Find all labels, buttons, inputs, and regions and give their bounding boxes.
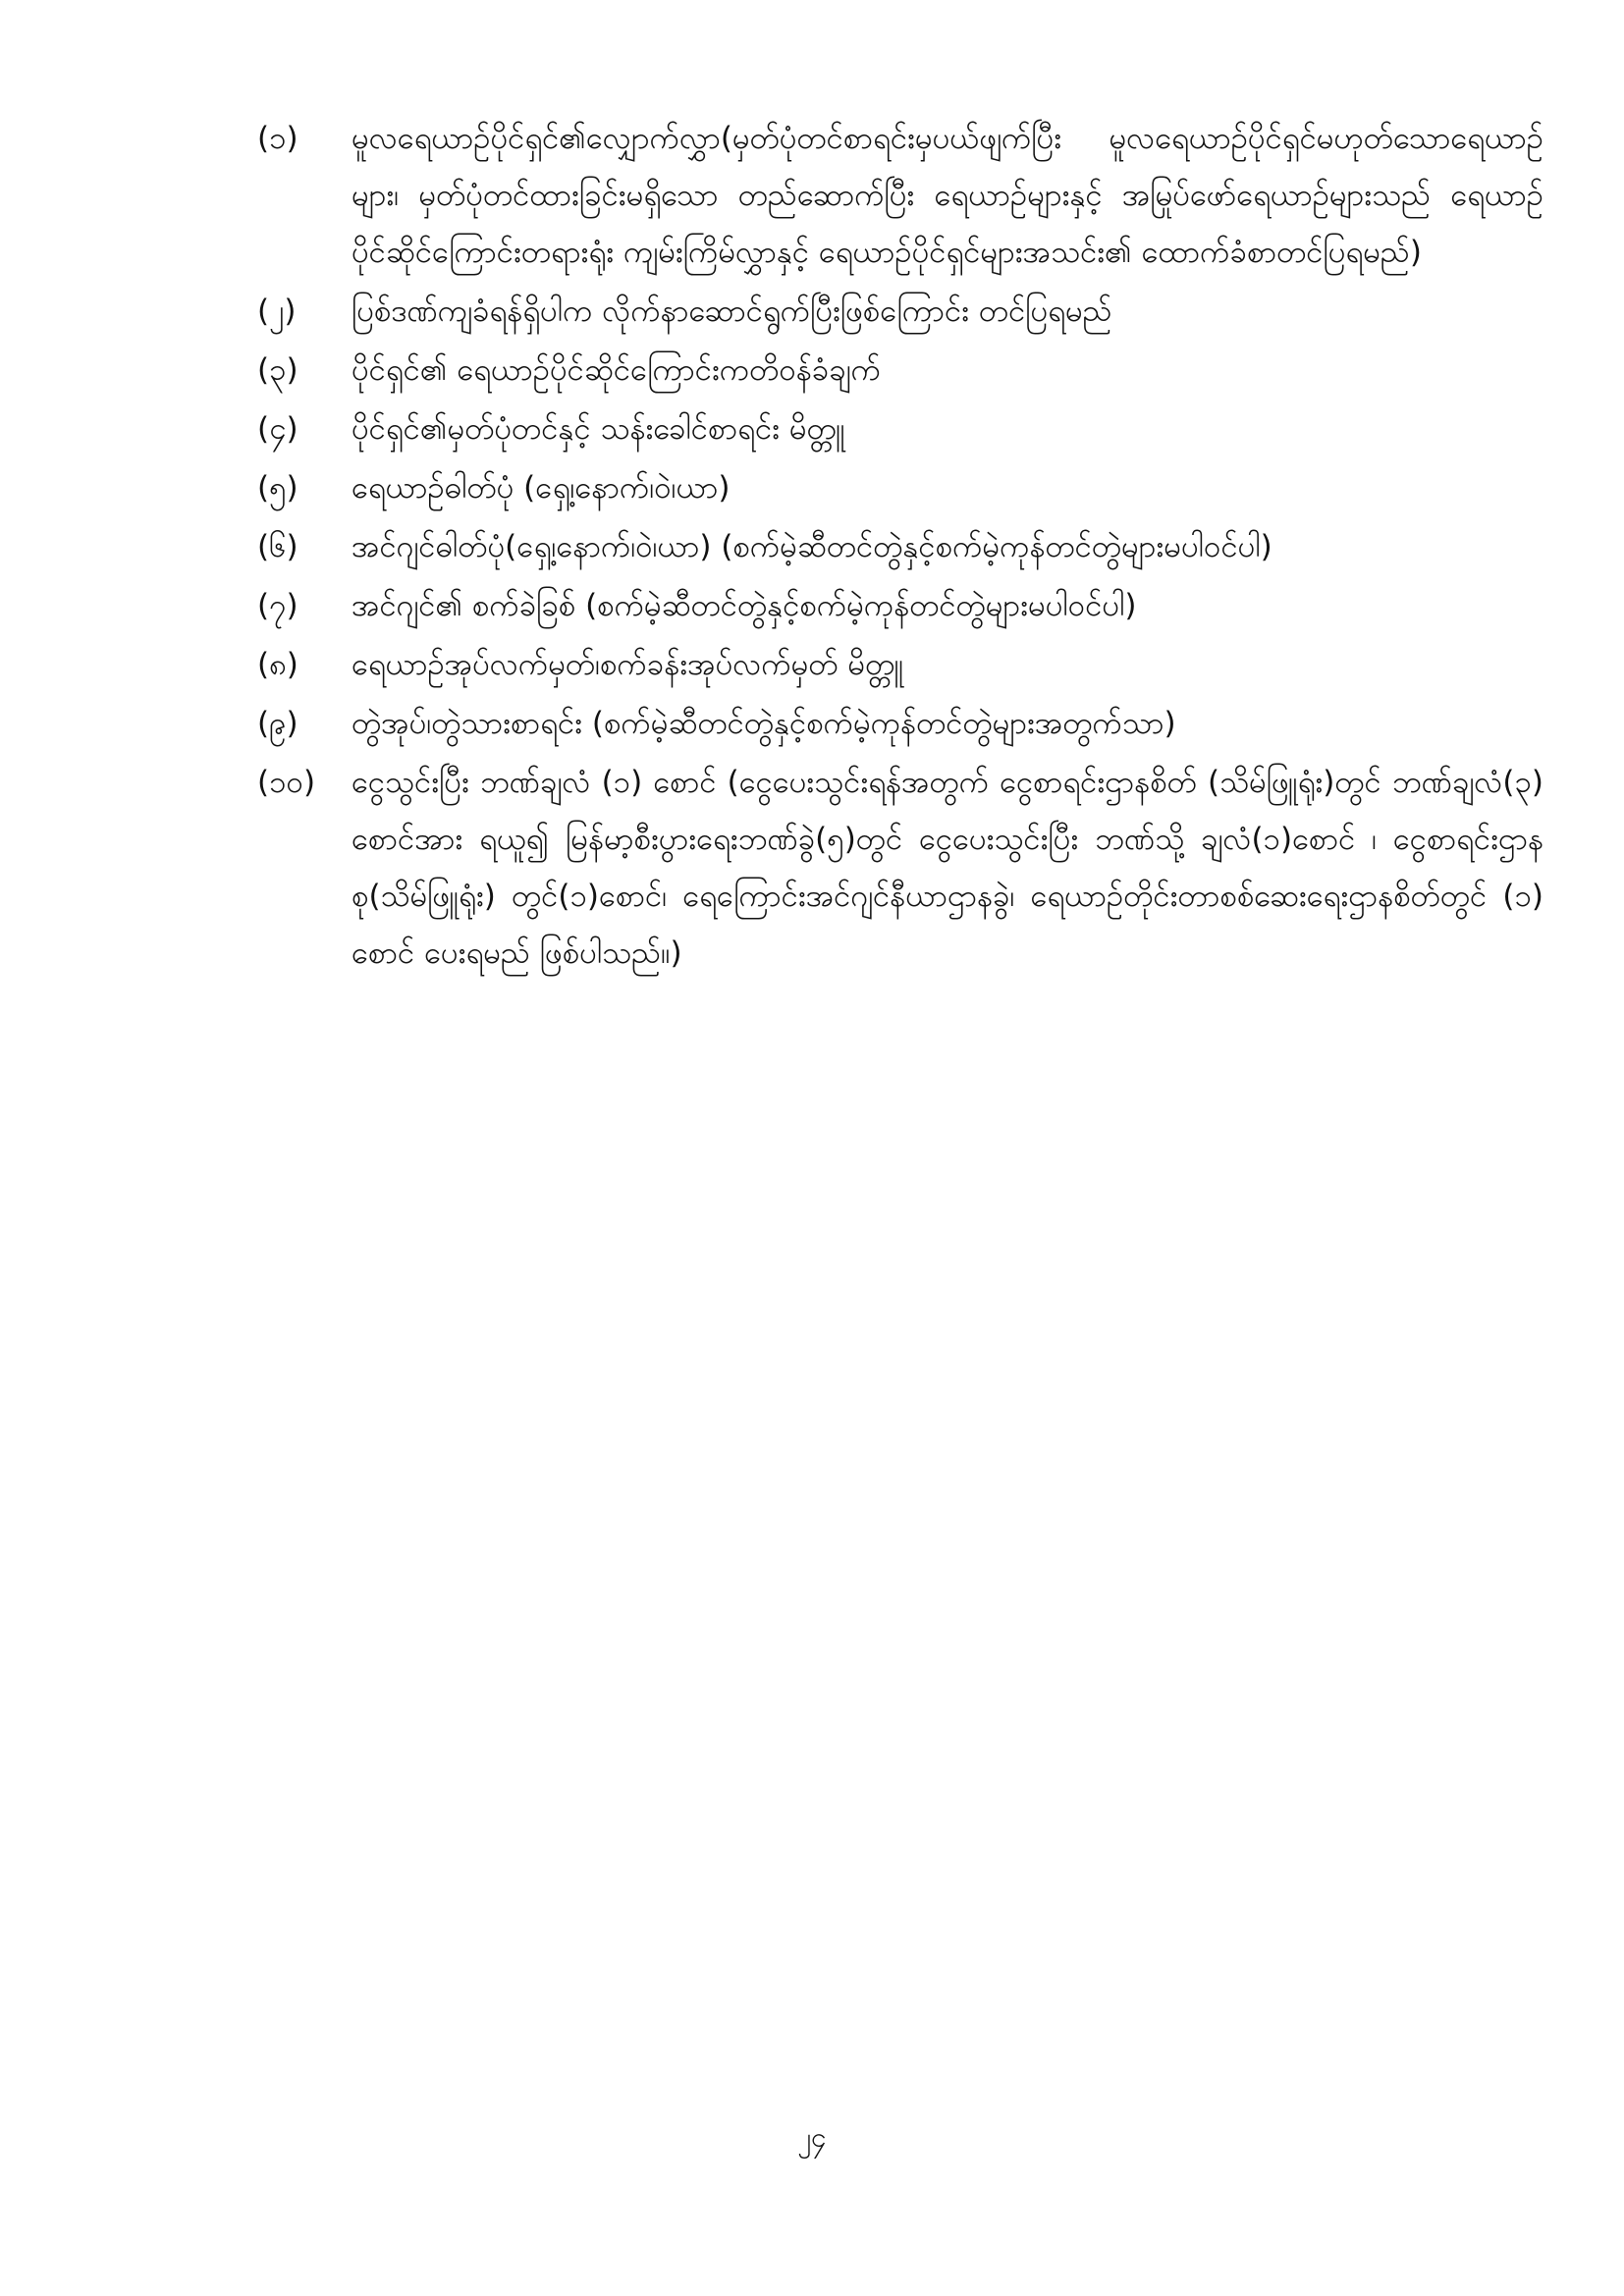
item-text: အင်ဂျင်၏ စက်ခဲခြစ် (စက်မဲ့ဆီတင်တွဲနှင့်စက်မဲ့ကုန်တင်တွဲများမပါဝင်ပါ) (352, 588, 1137, 623)
list-item (257, 283, 1543, 340)
item-number: (၉) (257, 706, 298, 741)
item-text: ပြစ်ဒဏ်ကျခံရန်ရှိပါက လိုက်နာဆောင်ရွက်ပြီးဖြစ်ကြောင်း တင်ပြရမည် (352, 294, 1112, 329)
list-item (257, 577, 1543, 634)
item-number: (၈) (257, 647, 298, 682)
list-item (257, 459, 1543, 516)
item-number: (၅) (257, 470, 298, 506)
item-number: (၇) (257, 588, 298, 623)
list-item (257, 342, 1543, 399)
item-text: တွဲအုပ်၊တွဲသားစာရင်း (စက်မဲ့ဆီတင်တွဲနှင့်စက်မဲ့ကုန်တင်တွဲများအတွက်သာ) (352, 706, 1176, 741)
item-text: ပိုင်ရှင်၏ ရေယာဉ်ပိုင်ဆိုင်ကြောင်းကတိဝန်ခံချက် (352, 352, 881, 388)
item-text: ရေယာဉ်အုပ်လက်မှတ်၊စက်ခန်းအုပ်လက်မှတ် မိတ္တူ (352, 647, 904, 682)
item-number: (၆) (257, 529, 298, 564)
list-item (257, 636, 1543, 693)
list-item (257, 110, 1543, 281)
item-number: (၃) (257, 352, 298, 388)
item-number: (၁) (257, 121, 298, 156)
item-text: ငွေသွင်းပြီး ဘဏ်ချလံ (၁) စောင် (ငွေပေးသွင်းရန်အတွက် ငွေစာရင်းဌာနစိတ် (သိမ်ဖြူရုံး)တွင် ဘဏ်ချလံ(၃) စောင်အား ရယူ၍ မြန်မာ့စီးပွားရေးဘဏ်ခွဲ(၅)တွင် ငွေပေးသွင်းပြီး ဘဏ်သို့ ချလံ(၁)စောင် ၊ ငွေစာရင်းဌာနစု(သိမ်ဖြူရုံး) တွင်(၁)စောင်၊ ရေကြောင်းအင်ဂျင်နီယာဌာနခွဲ၊ ရေယာဉ်တိုင်းတာစစ်ဆေးရေးဌာနစိတ်တွင် (၁) စောင် ပေးရမည် ဖြစ်ပါသည်။) (352, 765, 1543, 971)
item-number: (၄) (257, 411, 298, 447)
item-number: (၁၀) (257, 765, 316, 800)
numbered-list (257, 110, 1543, 984)
page-number: ၂၄ (797, 2121, 827, 2154)
item-text: ရေယာဉ်ဓါတ်ပုံ (ရှေ့၊နောက်၊ဝဲ၊ယာ) (352, 470, 731, 506)
list-item (257, 695, 1543, 752)
list-item (257, 518, 1543, 575)
list-item (257, 400, 1543, 457)
item-text: အင်ဂျင်ဓါတ်ပုံ(ရှေ့၊နောက်၊ဝဲ၊ယာ) (စက်မဲ့ဆီတင်တွဲနှင့်စက်မဲ့ကုန်တင်တွဲများမပါဝင်ပါ) (352, 529, 1272, 564)
item-number: (၂) (257, 294, 297, 329)
list-item (257, 754, 1543, 982)
item-text: ပိုင်ရှင်၏မှတ်ပုံတင်နှင့် သန်းခေါင်စာရင်း မိတ္တူ (352, 411, 845, 447)
item-text: မူလရေယာဉ်ပိုင်ရှင်၏လျှောက်လွှာ(မှတ်ပုံတင်စာရင်းမှပယ်ဖျက်ပြီး မူလရေယာဉ်ပိုင်ရှင်မဟုတ်သောရေယာဉ်များ၊ မှတ်ပုံတင်ထားခြင်းမရှိသော တည်ဆောက်ပြီး ရေယာဉ်များနှင့် အမြုပ်ဖော်ရေယာဉ်များသည် ရေယာဉ်ပိုင်ဆိုင်ကြောင်းတရားရုံး ကျမ်းကြိမ်လွှာနှင့် ရေယာဉ်ပိုင်ရှင်များအသင်း၏ ထောက်ခံစာတင်ပြရမည်) (352, 121, 1543, 270)
